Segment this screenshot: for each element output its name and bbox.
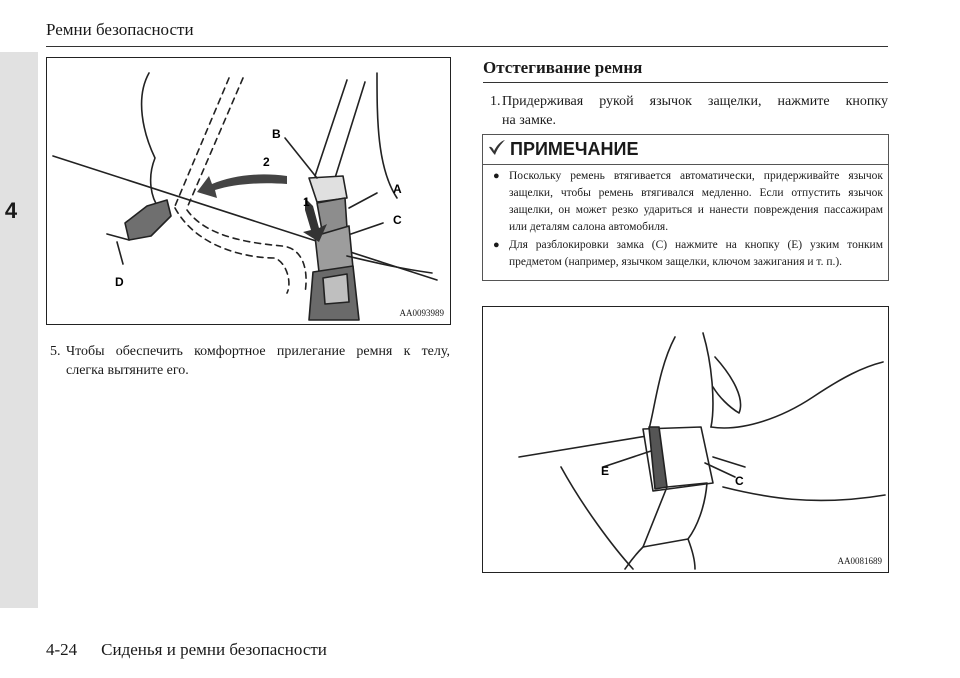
header-divider bbox=[46, 46, 888, 47]
chapter-side-tab bbox=[0, 52, 38, 608]
figure-code: AA0093989 bbox=[399, 308, 444, 318]
note-item-text: Для разблокировки замка (C) нажмите на кнопку (E) узким тонким предметом (например, язычком защелки, ключом зажигания и т. п.). bbox=[509, 239, 883, 268]
hand-check-icon bbox=[487, 138, 507, 158]
figure-buckle-release bbox=[482, 306, 889, 573]
buckle-release-illustration bbox=[483, 307, 888, 572]
note-heading: ПРИМЕЧАНИЕ bbox=[510, 139, 639, 159]
note-divider bbox=[483, 164, 888, 165]
note-box bbox=[482, 134, 889, 281]
step-5-text bbox=[50, 342, 450, 380]
note-header bbox=[487, 138, 639, 162]
step-line-2: слегка вытяните его. bbox=[66, 363, 189, 378]
note-body bbox=[493, 168, 883, 272]
section-title: Отстегивание ремня bbox=[483, 58, 643, 77]
step-1-text bbox=[490, 92, 888, 130]
label-d: D bbox=[115, 275, 124, 289]
section-divider bbox=[483, 82, 888, 83]
page-footer bbox=[46, 640, 327, 660]
note-item bbox=[493, 237, 883, 271]
note-item-text: Поскольку ремень втягивается автоматически, придерживайте язычок защелки, чтобы ремень втягивался медленно. Если отпустить язычок защелки, он может резко удариться и нанести повреждения пассажирам или деталям салона автомобиля. bbox=[509, 170, 883, 233]
step-line-2: на замке. bbox=[502, 113, 556, 128]
figure-code: AA0081689 bbox=[837, 556, 882, 566]
page-number: 4-24 bbox=[46, 640, 78, 659]
label-arrow-2: 2 bbox=[263, 155, 270, 169]
belt-fastening-illustration bbox=[47, 58, 450, 324]
label-c: C bbox=[393, 213, 402, 227]
label-e: E bbox=[601, 464, 610, 478]
bullet-icon: ● bbox=[493, 170, 500, 182]
step-line-1: Придерживая рукой язычок защелки, нажмите кнопку bbox=[502, 94, 888, 109]
footer-section: Сиденья и ремни безопасности bbox=[101, 640, 327, 659]
step-number: 1. bbox=[490, 94, 501, 109]
step-number: 5. bbox=[50, 344, 61, 359]
bullet-icon: ● bbox=[493, 239, 500, 251]
label-a: A bbox=[393, 182, 402, 196]
label-b: B bbox=[272, 127, 281, 141]
label-arrow-1: 1 bbox=[303, 195, 310, 209]
figure-belt-fastening bbox=[46, 57, 451, 325]
page-header-title: Ремни безопасности bbox=[46, 20, 194, 39]
note-item bbox=[493, 168, 883, 236]
chapter-number: 4 bbox=[4, 198, 18, 223]
step-line-1: Чтобы обеспечить комфортное прилегание ремня к телу, bbox=[66, 344, 450, 359]
label-c: C bbox=[735, 474, 744, 488]
